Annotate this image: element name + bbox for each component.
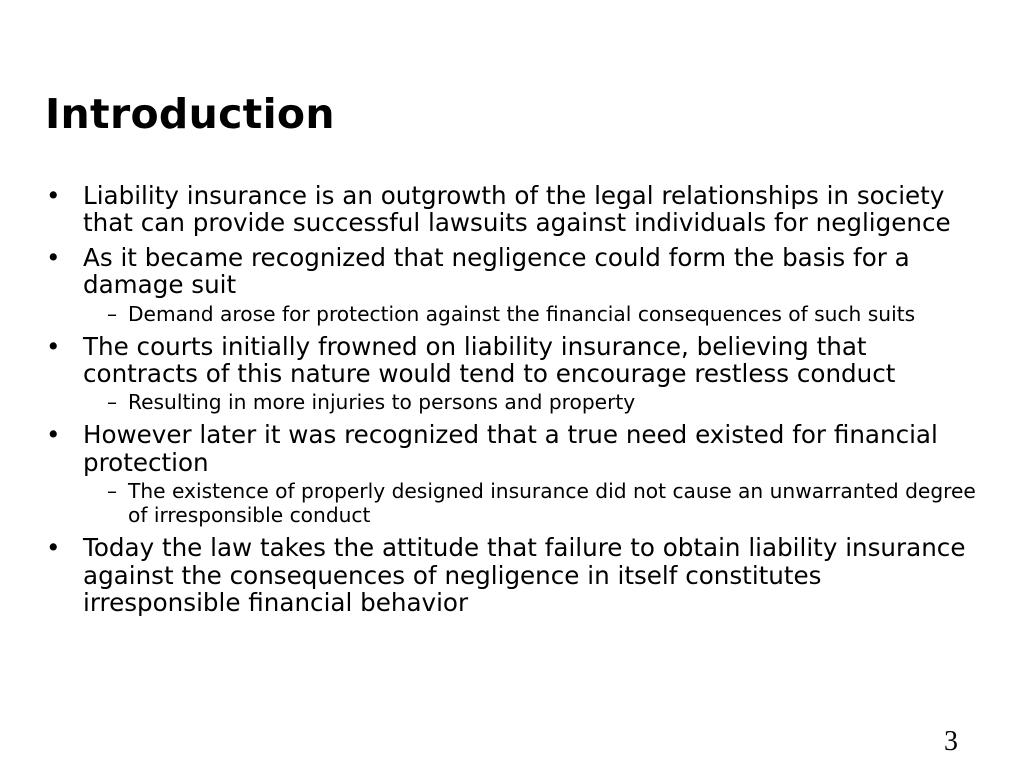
bullet-text: Liability insurance is an outgrowth of the legal relationships in society that can provide successful lawsuits against individuals for negligence [83,181,951,238]
sub-bullet-marker: – [107,301,118,326]
bullet-item [46,333,976,415]
sub-bullet-text: The existence of properly designed insurance did not cause an unwarranted degree of irresponsible conduct [128,479,976,528]
sub-bullet-item [83,479,976,527]
sub-bullet-marker: – [107,479,118,504]
sub-bullet-list [83,479,976,527]
bullet-text: As it became recognized that negligence could form the basis for a damage suit [83,242,910,300]
sub-bullet-list [83,390,976,414]
bullet-text: The courts initially frowned on liability insurance, believing that contracts of this nature would tend to encourage restless conduct [83,331,896,389]
bullet-list [46,182,976,623]
bullet-marker: • [46,242,61,272]
bullet-item [46,182,976,237]
sub-bullet-item [83,302,976,326]
sub-bullet-marker: – [107,390,118,415]
bullet-item [46,244,976,326]
sub-bullet-text: Demand arose for protection against the financial consequences of such suits [128,301,916,326]
bullet-marker: • [46,420,61,450]
sub-bullet-list [83,302,976,326]
sub-bullet-item [83,390,976,414]
bullet-text: Today the law takes the attitude that failure to obtain liability insurance against the consequences of negligence in itself constitutes irresponsible financial behavior [83,533,966,618]
sub-bullet-text: Resulting in more injuries to persons and property [128,390,636,415]
bullet-item [46,421,976,527]
slide-title: Introduction [45,90,335,138]
bullet-marker: • [46,181,61,210]
bullet-text: However later it was recognized that a true need existed for financial protection [83,420,938,477]
bullet-item [46,534,976,616]
bullet-marker: • [46,331,61,361]
bullet-marker: • [46,533,61,563]
page-number: 3 [944,726,958,757]
